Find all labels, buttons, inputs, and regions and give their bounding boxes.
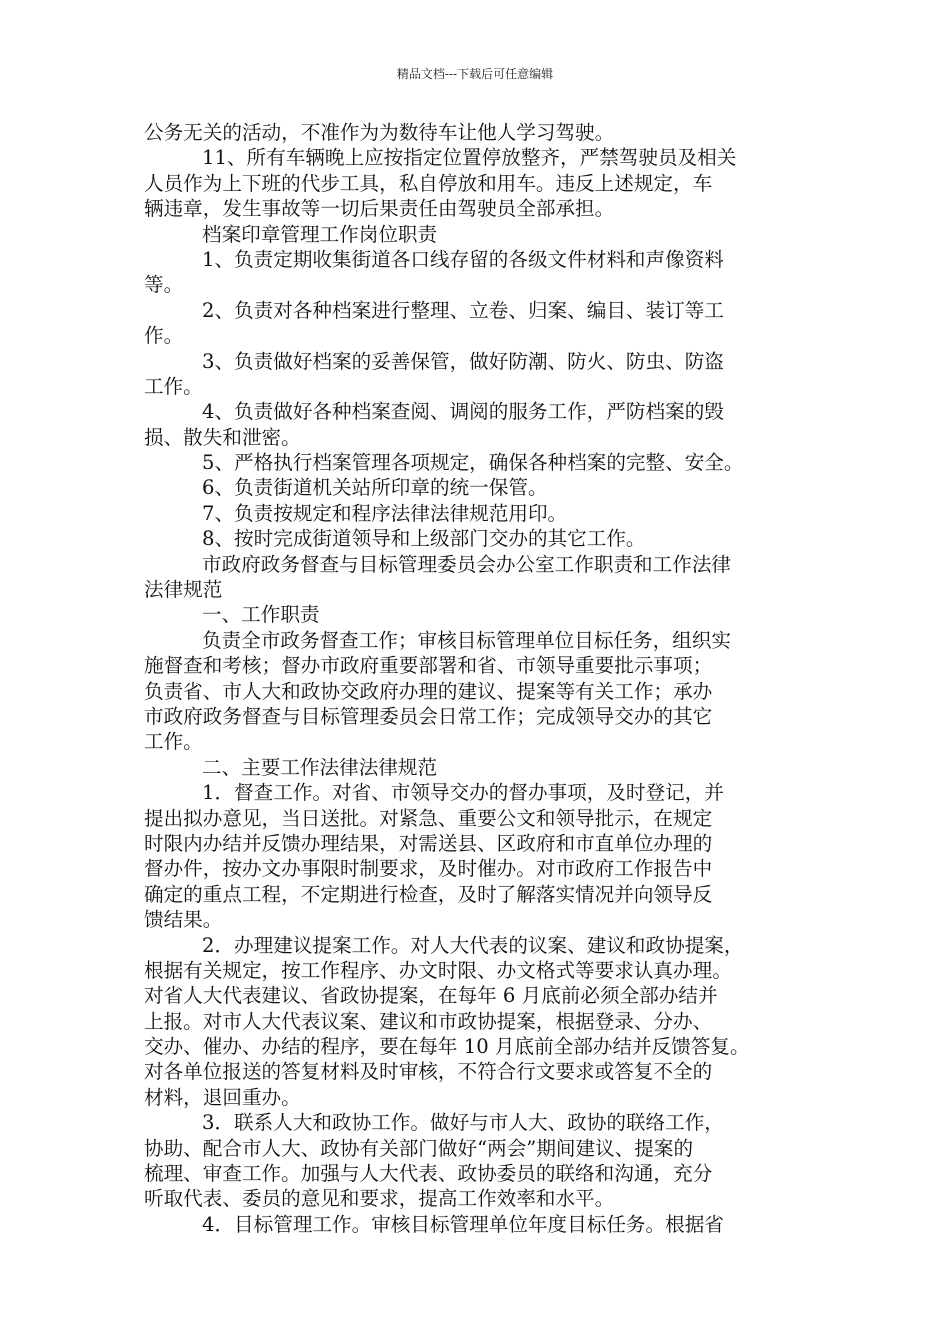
paragraph-line: 根据有关规定，按工作程序、办文时限、办文格式等要求认真办理。 [144, 958, 732, 982]
paragraph-line: 对各单位报送的答复材料及时审核，不符合行文要求或答复不全的 [144, 1060, 713, 1084]
paragraph-first-line: 1．督查工作。对省、市领导交办的督办事项，及时登记，并 [202, 781, 724, 805]
paragraph-line: 工作。 [144, 374, 203, 398]
paragraph-line: 公务无关的活动，不准作为为数待车让他人学习驾驶。 [144, 121, 615, 144]
paragraph-line: 上报。对市人大代表议案、建议和市政协提案，根据登录、分办、 [144, 1009, 713, 1033]
paragraph-first-line: 8、按时完成街道领导和上级部门交办的其它工作。 [202, 527, 646, 551]
paragraph-first-line: 负责全市政务督查工作；审核目标管理单位目标任务，组织实 [202, 628, 732, 652]
paragraph-first-line: 7、负责按规定和程序法律法律规范用印。 [202, 501, 568, 525]
paragraph-first-line: 档案印章管理工作岗位职责 [202, 222, 438, 246]
paragraph-line: 等。 [144, 273, 184, 297]
paragraph-first-line: 3、负责做好档案的妥善保管，做好防潮、防火、防虫、防盗 [202, 349, 724, 373]
paragraph-first-line: 市政府政务督查与目标管理委员会办公室工作职责和工作法律 [202, 552, 732, 576]
paragraph-first-line: 4．目标管理工作。审核目标管理单位年度目标任务。根据省 [202, 1212, 724, 1236]
paragraph-first-line: 二、主要工作法律法律规范 [202, 755, 438, 779]
paragraph-line: 听取代表、委员的意见和要求，提高工作效率和水平。 [144, 1187, 615, 1211]
paragraph-line: 馈结果。 [144, 908, 223, 932]
paragraph-line: 辆违章，发生事故等一切后果责任由驾驶员全部承担。 [144, 197, 615, 221]
paragraph-first-line: 11、所有车辆晚上应按指定位置停放整齐，严禁驾驶员及相关 [202, 146, 737, 170]
page-header: 精品文档---下载后可任意编辑 [396, 67, 554, 81]
paragraph-line: 工作。 [144, 730, 203, 754]
paragraph-line: 施督查和考核；督办市政府重要部署和省、市领导重要批示事项； [144, 654, 713, 678]
paragraph-line: 材料，退回重办。 [144, 1085, 301, 1109]
paragraph-first-line: 4、负责做好各种档案查阅、调阅的服务工作，严防档案的毁 [202, 400, 724, 424]
paragraph-line: 督办件，按办文办事限时制要求，及时催办。对市政府工作报告中 [144, 857, 713, 881]
paragraph-line: 协助、配合市人大、政协有关部门做好“两会”期间建议、提案的 [144, 1136, 694, 1160]
paragraph-line: 负责省、市人大和政协交政府办理的建议、提案等有关工作；承办 [144, 679, 713, 703]
paragraph-line: 确定的重点工程，不定期进行检查，及时了解落实情况并向领导反 [144, 882, 713, 906]
paragraph-first-line: 2．办理建议提案工作。对人大代表的议案、建议和政协提案， [202, 933, 744, 957]
paragraph-line: 时限内办结并反馈办理结果，对需送县、区政府和市直单位办理的 [144, 831, 713, 855]
paragraph-first-line: 3．联系人大和政协工作。做好与市人大、政协的联络工作， [202, 1111, 724, 1135]
paragraph-line: 损、散失和泄密。 [144, 425, 301, 449]
paragraph-first-line: 6、负责街道机关站所印章的统一保管。 [202, 476, 548, 500]
paragraph-line: 作。 [144, 324, 184, 348]
paragraph-first-line: 1、负责定期收集街道各口线存留的各级文件材料和声像资料 [202, 247, 724, 271]
paragraph-line: 梳理、审查工作。加强与人大代表、政协委员的联络和沟通，充分 [144, 1162, 713, 1186]
paragraph-line: 提出拟办意见，当日送批。对紧急、重要公文和领导批示，在规定 [144, 806, 713, 830]
paragraph-line: 对省人大代表建议、省政协提案，在每年 6 月底前必须全部办结并 [144, 984, 718, 1008]
paragraph-line: 市政府政务督查与目标管理委员会日常工作；完成领导交办的其它 [144, 704, 713, 728]
paragraph-line: 交办、催办、办结的程序，要在每年 10 月底前全部办结并反馈答复。 [144, 1035, 750, 1059]
paragraph-line: 法律规范 [144, 578, 223, 602]
document-body [144, 120, 808, 1237]
paragraph-first-line: 5、严格执行档案管理各项规定，确保各种档案的完整、安全。 [202, 451, 744, 475]
paragraph-first-line: 2、负责对各种档案进行整理、立卷、归案、编目、装订等工 [202, 298, 724, 322]
paragraph-line: 人员作为上下班的代步工具，私自停放和用车。违反上述规定，车 [144, 171, 713, 195]
paragraph-first-line: 一、工作职责 [202, 603, 320, 627]
